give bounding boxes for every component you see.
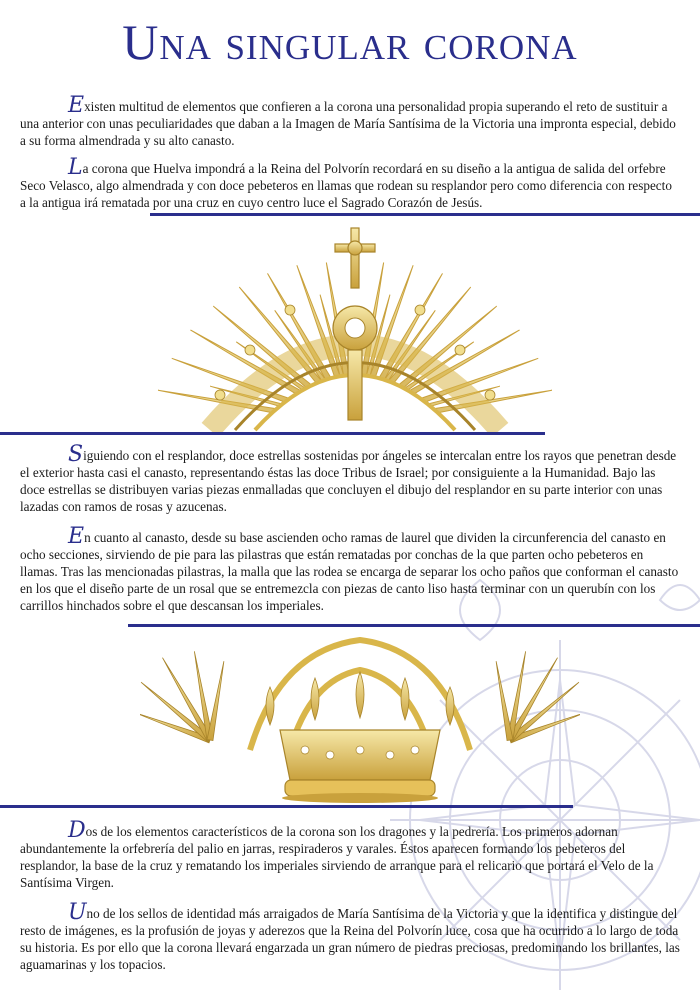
drop-cap: U [68,900,87,925]
paragraph-text: xisten multitud de elementos que confieren a la corona una personalidad propia superando el reto de sustituir a una anterior con unas peculiaridades que daban a la Imagen de María Santísima de la Victoria una impronta especial, debido a su forma almendrada y su alto canasto. [20,99,676,148]
paragraph-text: n cuanto al canasto, desde su base ascienden ocho ramas de laurel que dividen la circunferencia del canasto en ocho secciones, sirviendo de pie para las pilastras que están rematadas por conchas de la que parten ocho pebeteros en llamas. Tras las mencionadas pilastras, la malla que las rodea se encarga de separar los ocho paños que conforman el canasto en los que el diseño parte de un rosal que se entremezcla con piezas de canto liso hasta terminar con un querubín con los carrillos hinchados sobre el que descansan los imperiales. [20,530,679,613]
paragraph-4 [20,524,680,614]
drop-cap: E [68,93,85,118]
paragraph-text: a corona que Huelva impondrá a la Reina del Polvorín recordará en su diseño a la antigua de salida del orfebre Seco Velasco, algo almendrada y con doce pebeteros en llamas que rodean su resplandor pero como diferencia con respecto a la antigua irá rematada por una cruz en cuyo centro luce el Sagrado Corazón de Jesús. [20,161,672,210]
paragraph-2 [20,155,680,211]
drop-cap: E [68,524,85,549]
paragraph-5 [20,818,680,891]
paragraph-6 [20,900,680,973]
paragraph-1 [20,93,680,149]
page-title: Una singular corona [122,14,578,70]
crown-resplandor-drawing [140,220,570,432]
paragraph-text: os de los elementos característicos de la corona son los dragones y la pedrería. Los primeros adornan abundantemente la orfebrería del palio en jarras, respiraderos y varales. Éstos aparecen formando los pebeteros del resplandor, la base de la cruz y rematando los imperiales sirviendo de arranque para el relicario que portará el Velo de la Santísima Virgen. [20,824,654,890]
divider-rule [0,805,573,808]
drop-cap: L [68,155,83,180]
divider-rule [128,624,700,627]
paragraph-text: iguiendo con el resplandor, doce estrellas sostenidas por ángeles se intercalan entre los rayos que penetran desde el exterior hasta casi el canasto, representando éstas las doce Tribus de Israel; por consiguiente a la Humanidad. Bajo las doce estrellas se distribuyen varias piezas enmalladas que concluyen el dibujo del resplandor en su parte interior con unas lazadas con ramos de rosas y azucenas. [20,448,677,514]
paragraph-3 [20,442,680,515]
drop-cap: S [68,442,84,467]
paragraph-text: no de los sellos de identidad más arraigados de María Santísima de la Victoria y que la identifica y distingue del resto de imágenes, es la profusión de joyas y aderezos que la Reina del Polvorín luce, cosa que ha ocurrido a lo largo de toda su historia. Es por ello que la corona llevará engarzada un gran número de piedras preciosas, predominando los brillantes, las aguamarinas y los topacios. [20,906,680,972]
crown-canasto-drawing [140,630,580,805]
divider-rule [0,432,545,435]
drop-cap: D [68,818,86,843]
divider-rule [150,213,700,216]
